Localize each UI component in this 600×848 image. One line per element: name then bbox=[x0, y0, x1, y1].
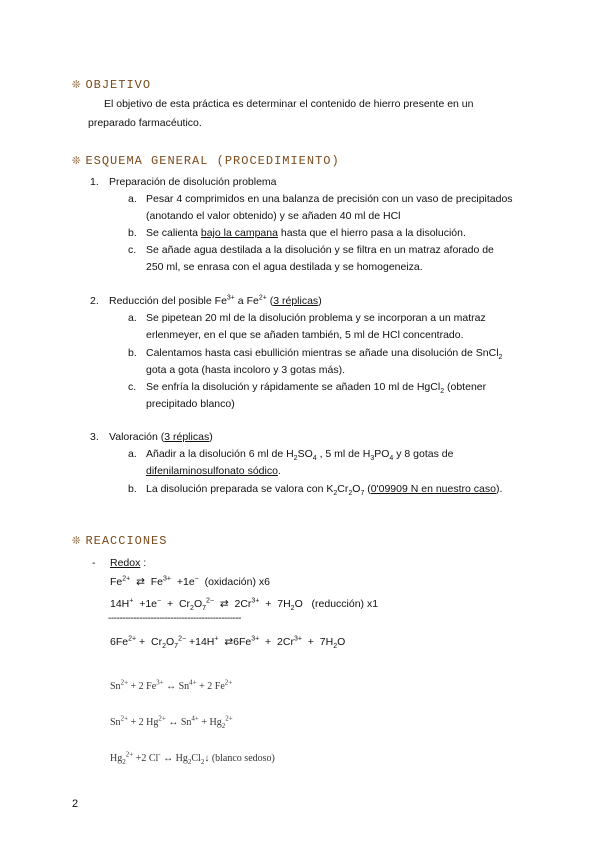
step-3-title: Valoración (3 réplicas) bbox=[109, 431, 213, 443]
step-3b-text: La disolución preparada se valora con $K_2Cr_2O_7$ (0'09909 N en nuestro caso). bbox=[146, 483, 503, 498]
step-1b-text: Se calienta bajo la campana hasta que el hierro pasa a la disolución. bbox=[146, 227, 466, 239]
step-2c-line1: Se enfría la disolución y rápidamente se añaden 10 ml de HgCl$_2$ (obtener bbox=[146, 381, 487, 396]
redox-label: Redox : bbox=[110, 557, 147, 569]
flower-bullet-icon: ❊ bbox=[72, 533, 82, 549]
step-1c-line2: 250 ml, se enrasa con el agua destilada y se homogeneiza. bbox=[146, 261, 423, 273]
equation-global: $6Fe^{2+} + Cr_2O_7^{2-} +14H^+$ $⇄6Fe^{3+} + 2Cr^{3+} + 7H_2O$ bbox=[110, 635, 346, 651]
step-3a-letter: a. bbox=[128, 448, 137, 460]
objetivo-text-line2: preparado farmacéutico. bbox=[88, 117, 202, 129]
equation-oxidation: $Fe^{2+}$ ⇄ $Fe^{3+} +1e^-$ (oxidación) x6 bbox=[110, 575, 270, 588]
step-1-title: Preparación de disolución problema bbox=[109, 176, 277, 188]
step-2-title: Reducción del posible $Fe^{3+}$ a $Fe^{2+}$ (3 réplicas) bbox=[109, 294, 322, 307]
step-1c-line1: Se añade agua destilada a la disolución y se filtra en un matraz aforado de bbox=[146, 244, 494, 256]
step-3b-letter: b. bbox=[128, 483, 137, 495]
flower-bullet-icon: ❊ bbox=[72, 77, 82, 93]
step-2c-letter: c. bbox=[128, 381, 137, 393]
step-1-number: 1. bbox=[90, 176, 99, 188]
step-2c-line2: precipitado blanco) bbox=[146, 398, 235, 410]
equation-calomel: $Hg_2^{2+} +2$ Cl- ↔ $Hg_2Cl_2↓$ (blanco sedoso) bbox=[110, 750, 275, 766]
step-1a-line1: Pesar 4 comprimidos en una balanza de precisión con un vaso de precipitados bbox=[146, 193, 513, 205]
section-heading-objetivo: ❊ OBJETIVO bbox=[72, 77, 152, 93]
step-2-number: 2. bbox=[90, 295, 99, 307]
step-2b-line2: gota a gota (hasta incoloro y 3 gotas más). bbox=[146, 364, 346, 376]
page-number: 2 bbox=[72, 798, 79, 810]
section-heading-esquema: ❊ ESQUEMA GENERAL (PROCEDIMIENTO) bbox=[72, 153, 340, 169]
step-2b-line1: Calentamos hasta casi ebullición mientras se añade una disolución de SnCl$_2$ bbox=[146, 347, 503, 362]
step-1c-letter: c. bbox=[128, 244, 137, 256]
step-2a-line2: erlenmeyer, en el que se añaden también, 5 ml de HCl concentrado. bbox=[146, 329, 464, 341]
equation-divider: ----------------------------------------------- bbox=[108, 613, 242, 624]
objetivo-text-line1: El objetivo de esta práctica es determinar el contenido de hierro presente en un bbox=[104, 98, 474, 110]
step-1a-line2: (anotando el valor obtenido) y se añaden 40 ml de HCl bbox=[146, 210, 401, 222]
equation-reduction: $14H^+ +1e^- + Cr_2O_7^{2-}$ ⇄ $2Cr^{3+} + 7H_2O$ (reducción) x1 bbox=[110, 597, 379, 613]
step-2b-letter: b. bbox=[128, 347, 137, 359]
step-3a-line1: Añadir a la disolución 6 ml de $H_2SO_4$ , 5 ml de $H_3PO_4$ y 8 gotas de bbox=[146, 448, 454, 463]
flower-bullet-icon: ❊ bbox=[72, 153, 82, 169]
step-2a-letter: a. bbox=[128, 312, 137, 324]
section-heading-reacciones: ❊ REACCIONES bbox=[72, 533, 168, 549]
step-2a-line1: Se pipetean 20 ml de la disolución problema y se incorporan a un matraz bbox=[146, 312, 486, 324]
step-1a-letter: a. bbox=[128, 193, 137, 205]
step-3a-line2: difenilaminosulfonato sódico. bbox=[146, 465, 281, 477]
step-3-number: 3. bbox=[90, 431, 99, 443]
equation-tin-mercury: $Sn^{2+} + 2$ $Hg^{2+}$ ↔ $Sn^{4+} + Hg_2^{2+}$ bbox=[110, 714, 233, 730]
equation-tin-iron: $Sn^{2+} + 2$ $Fe^{3+}$ ↔ $Sn^{4+} + 2$ $Fe^{2+}$ bbox=[110, 678, 233, 692]
step-1b-letter: b. bbox=[128, 227, 137, 239]
redox-bullet: - bbox=[92, 557, 96, 569]
